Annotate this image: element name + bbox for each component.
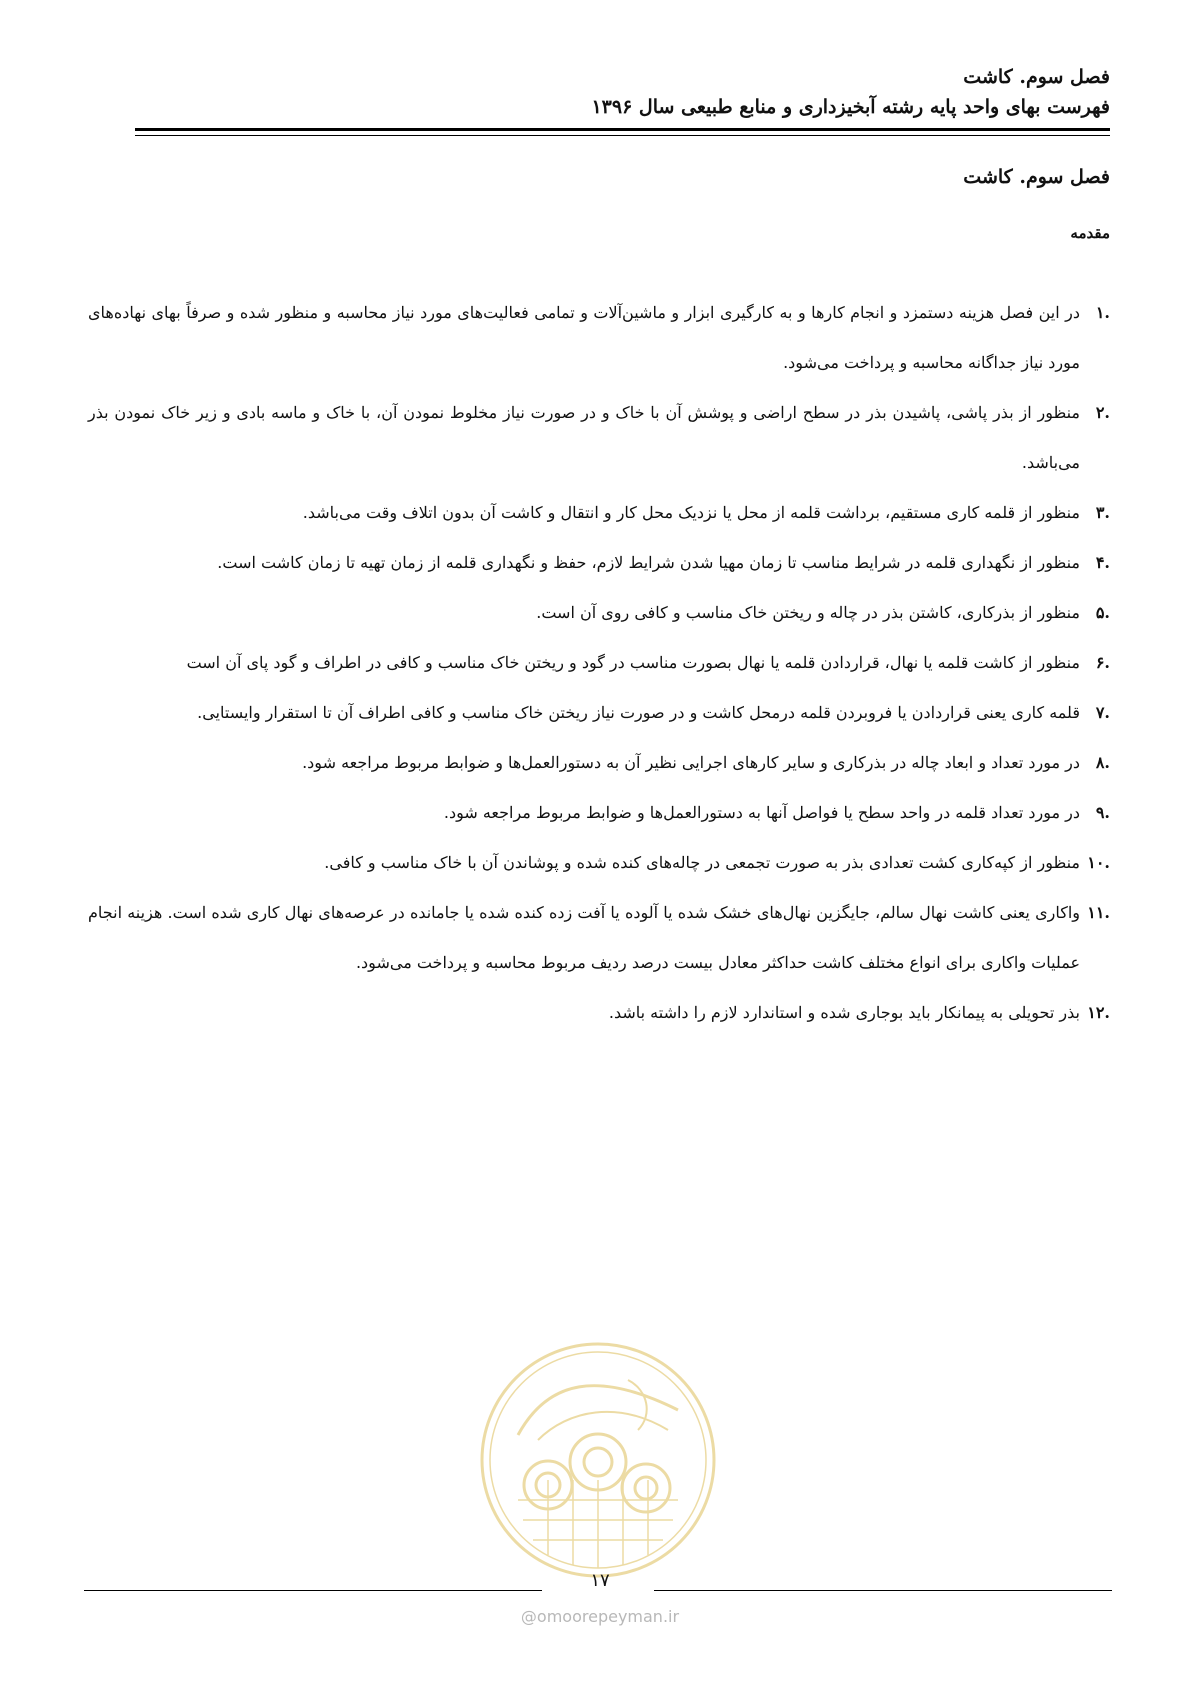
item-number: .۵: [1095, 603, 1110, 622]
page-number: ۱۷: [590, 1570, 610, 1591]
numbered-list: [88, 288, 1110, 1038]
item-text: در مورد تعداد قلمه در واحد سطح یا فواصل آنها به دستورالعمل‌ها و ضوابط مربوط مراجعه شود.: [443, 803, 1080, 822]
item-number: .۱۱: [1087, 903, 1110, 922]
item-number: .۸: [1095, 753, 1110, 772]
item-number: .۷: [1095, 703, 1110, 722]
list-item: [88, 788, 1110, 838]
list-item: [88, 988, 1110, 1038]
list-item: [88, 488, 1110, 538]
footer-rule-right: [654, 1590, 1112, 1591]
item-text: منظور از نگهداری قلمه در شرایط مناسب تا زمان مهیا شدن شرایط لازم، حفظ و نگهداری قلمه از زمان تهیه تا زمان کاشت است.: [217, 553, 1080, 572]
list-item: [88, 688, 1110, 738]
header-rule-thin: [135, 135, 1110, 136]
list-item: [88, 638, 1110, 688]
item-text: واکاری یعنی کاشت نهال سالم، جایگزین نهال‌های خشک شده یا آلوده یا آفت زده کنده شده یا جامانده در عرصه‌های نهال کاری شده است. هزینه انجام عملیات واکاری برای انواع مختلف کاشت حداکثر معادل بیست درصد ردیف مربوط محاسبه و پرداخت می‌شود.: [88, 903, 1080, 972]
item-number: .۱۲: [1087, 1003, 1110, 1022]
page-header: [135, 62, 1110, 122]
item-text: در این فصل هزینه دستمزد و انجام کارها و به کارگیری ابزار و ماشین‌آلات و تمامی فعالیت‌های مورد نیاز محاسبه و منظور شده و صرفاً بهای نهاده‌های مورد نیاز جداگانه محاسبه و پرداخت می‌شود.: [88, 303, 1080, 372]
intro-title: مقدمه: [1070, 224, 1110, 242]
item-number: .۹: [1095, 803, 1110, 822]
item-text: منظور از کپه‌کاری کشت تعدادی بذر به صورت تجمعی در چاله‌های کنده شده و پوشاندن آن با خاک مناسب و کافی.: [324, 853, 1080, 872]
item-text: منظور از قلمه کاری مستقیم، برداشت قلمه از محل یا نزدیک محل کار و انتقال و کاشت آن بدون اتلاف وقت می‌باشد.: [302, 503, 1080, 522]
item-text: در مورد تعداد و ابعاد چاله در بذرکاری و سایر کارهای اجرایی نظیر آن به دستورالعمل‌ها و ضوابط مربوط مراجعه شود.: [302, 753, 1080, 772]
list-item: [88, 388, 1110, 488]
item-number: .۲: [1095, 403, 1110, 422]
item-number: .۴: [1095, 553, 1110, 572]
item-number: .۱۰: [1087, 853, 1110, 872]
chapter-title: فصل سوم. کاشت: [963, 166, 1110, 188]
list-item: [88, 288, 1110, 388]
item-text: بذر تحویلی به پیمانکار باید بوجاری شده و استاندارد لازم را داشته باشد.: [608, 1003, 1080, 1022]
header-chapter: فصل سوم. کاشت: [963, 66, 1110, 88]
item-text: قلمه کاری یعنی قراردادن یا فروبردن قلمه درمحل کاشت و در صورت نیاز ریختن خاک مناسب و کافی اطراف آن تا استقرار وایستایی.: [197, 703, 1080, 722]
header-rule-thick: [135, 128, 1110, 131]
header-title: فهرست بهای واحد پایه رشته آبخیزداری و منابع طبیعی سال ۱۳۹۶: [591, 96, 1110, 118]
item-text: منظور از بذر پاشی، پاشیدن بذر در سطح اراضی و پوشش آن با خاک و در صورت نیاز مخلوط نمودن آن، با خاک و ماسه بادی و زیر خاک نمودن بذر می‌باشد.: [88, 403, 1081, 472]
list-item: [88, 538, 1110, 588]
list-item: [88, 738, 1110, 788]
watermark-seal-logo: [478, 1340, 718, 1580]
item-number: .۶: [1095, 653, 1110, 672]
watermark-url: @omoorepeyman.ir: [520, 1607, 680, 1626]
footer-rule-left: [84, 1590, 542, 1591]
list-item: [88, 588, 1110, 638]
list-item: [88, 838, 1110, 888]
item-text: منظور از بذرکاری، کاشتن بذر در چاله و ریختن خاک مناسب و کافی روی آن است.: [536, 603, 1080, 622]
item-number: .۳: [1095, 503, 1110, 522]
list-item: [88, 888, 1110, 988]
item-text: منظور از کاشت قلمه یا نهال، قراردادن قلمه یا نهال بصورت مناسب در گود و ریختن خاک مناسب و کافی در اطراف و گود پای آن است: [186, 653, 1080, 672]
item-number: .۱: [1095, 303, 1110, 322]
